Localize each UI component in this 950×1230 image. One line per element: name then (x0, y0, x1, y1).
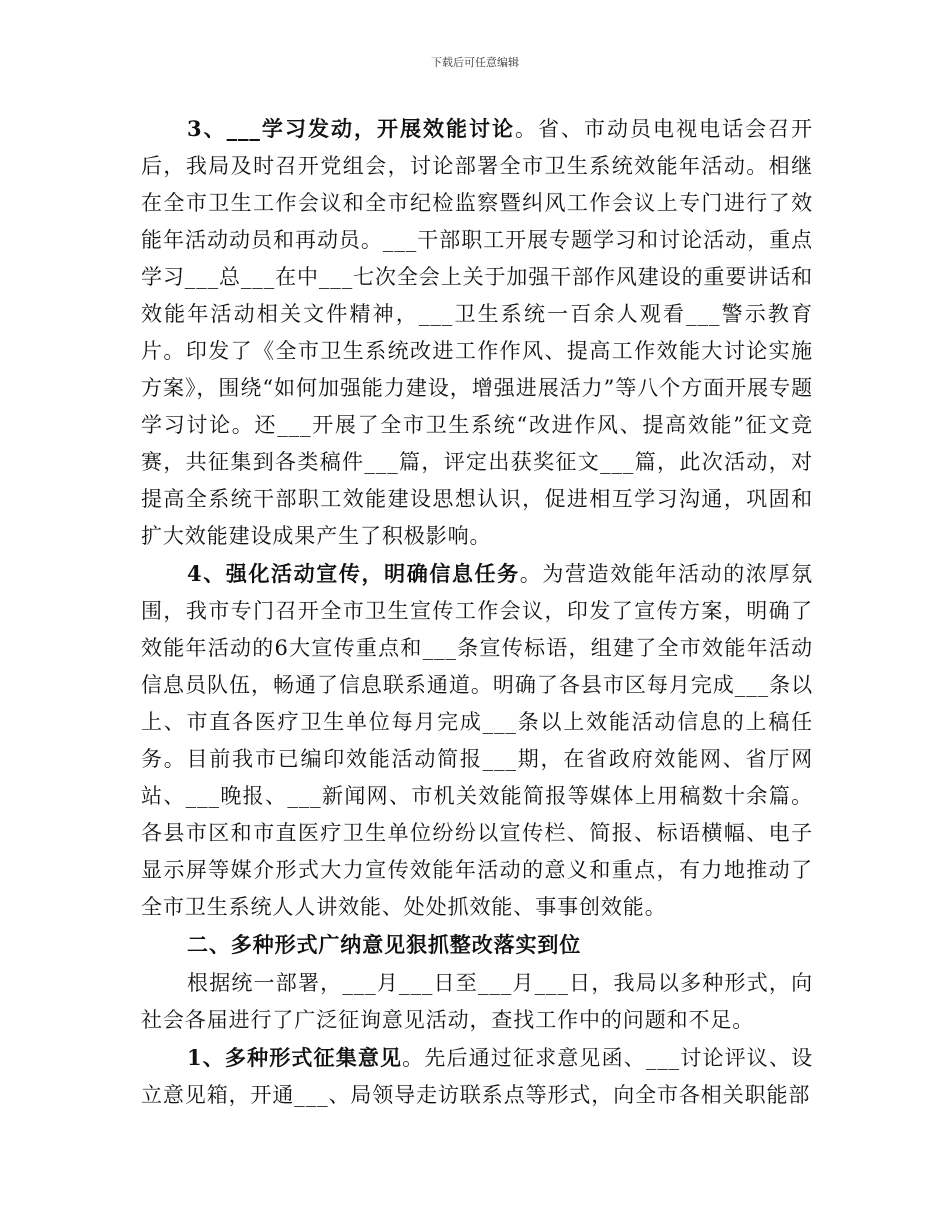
paragraph-text: 。省、市动员电视电话会召开后，我局及时召开党组会，讨论部署全市卫生系统效能年活动。相继在全市卫生工作会议和全市纪检监察暨纠风工作会议上专门进行了效能年活动动员和再动员。___干部职工开展专题学习和讨论活动，重点学习___总___在中___七次全会上关于加强干部作风建设的重要讲话和效能年活动相关文件精神，___卫生系统一百余人观看___警示教育片。印发了《全市卫生系统改进工作作风、提高工作效能大讨论实施方案》，围绕“如何加强能力建设，增强进展活力”等八个方面开展专题学习讨论。还___开展了全市卫生系统“改进作风、提高效能”征文竞赛，共征集到各类稿件___篇，评定出获奖征文___篇，此次活动，对提高全系统干部职工效能建设思想认识，促进相互学习沟通，巩固和扩大效能建设成果产生了积极影响。 (141, 117, 813, 548)
page-header-note: 下载后可任意编辑 (431, 56, 519, 69)
paragraph-heading: 4、强化活动宣传，明确信息任务 (187, 561, 520, 586)
document-body (141, 110, 813, 1114)
paragraph-section-3 (141, 110, 813, 555)
section-heading-2 (141, 926, 813, 964)
paragraph-heading: 1、多种形式征集意见 (187, 1045, 403, 1070)
paragraph-text: 根据统一部署，___月___日至___月___日，我局以多种形式，向社会各届进行了广泛征询意见活动，查找工作中的问题和不足。 (141, 971, 813, 1032)
section-heading: 二、多种形式广纳意见狠抓整改落实到位 (187, 932, 582, 957)
paragraph-text: 。先后通过征求意见函、___讨论评议、设立意见箱，开通___、局领导走访联系点等形式，向全市各相关职能部 (141, 1046, 813, 1107)
paragraph-text: 。为营造效能年活动的浓厚氛围，我市专门召开全市卫生宣传工作会议，印发了宣传方案，明确了效能年活动的6大宣传重点和___条宣传标语，组建了全市效能年活动信息员队伍，畅通了信息联系通道。明确了各县市区每月完成___条以上、市直各医疗卫生单位每月完成___条以上效能活动信息的上稿任务。目前我市已编印效能活动简报___期，在省政府效能网、省厅网站、___晚报、___新闻网、市机关效能简报等媒体上用稿数十余篇。各县市区和市直医疗卫生单位纷纷以宣传栏、简报、标语横幅、电子显示屏等媒介形式大力宣传效能年活动的意义和重点，有力地推动了全市卫生系统人人讲效能、处处抓效能、事事创效能。 (141, 562, 813, 919)
paragraph-heading: 3、___学习发动，开展效能讨论 (187, 116, 516, 141)
paragraph-section-4 (141, 555, 813, 926)
paragraph-intro (141, 964, 813, 1039)
paragraph-subsection-1 (141, 1039, 813, 1114)
